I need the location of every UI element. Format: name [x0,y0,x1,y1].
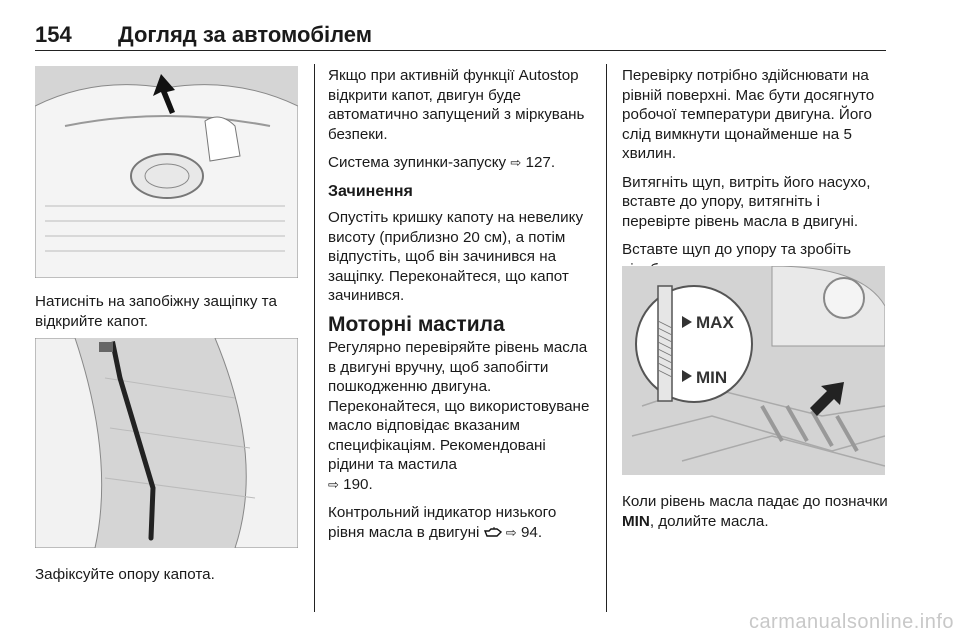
engine-oil-heading: Моторні мастила [328,312,505,336]
column-2-text [328,66,596,551]
max-label: MAX [696,313,734,332]
oil-check-paragraph [328,338,596,494]
caption-hood-release: Натисніть на запобіжну защіпку та відкрийте капот. [35,293,277,330]
closing-paragraph: Опустіть кришку капоту на невелику висоту (приблизно 20 см), а потім відпустіть, щоб він зачинився на защіпку. Переконайтеся, що капот зачинився. [328,209,584,304]
oil-warning-paragraph [328,503,596,542]
caption-hood-stay: Зафіксуйте опору капота. [35,566,215,583]
closing-heading: Зачинення [328,182,413,200]
page-ref-arrow-icon: ⇨ [505,524,517,540]
watermark: carmanualsonline.info [748,611,954,633]
oil-can-icon [484,527,502,538]
half-turn-paragraph: Вставте щуп до упору та зробіть [622,241,851,258]
dipstick-illustration [622,266,885,475]
min-label: MIN [696,368,728,387]
min-mark-bold: MIN [622,512,650,530]
stop-start-text: Система зупинки-запуску [328,154,507,171]
page-number: 154 [35,22,72,47]
fluids-page-ref[interactable]: 190. [343,475,373,493]
column-3-text-top [622,66,890,288]
column-divider-1 [314,64,315,612]
page-ref-arrow-icon: ⇨ [510,155,522,170]
hood-release-illustration [35,66,298,278]
dipstick-paragraph: Витягніть щуп, витріть його насухо, вставте до упору, витягніть і перевірте рівень масла в двигуні. [622,173,871,230]
page-ref-arrow-icon: ⇨ [328,476,339,492]
stop-start-ref-paragraph [328,153,596,173]
top-up-text-end: , долийте масла. [649,512,769,530]
header-divider [35,50,886,51]
page-header [35,22,886,52]
top-up-paragraph [622,492,890,531]
column-3-text-bottom [622,492,890,540]
page-title: Догляд за автомобілем [118,22,373,47]
top-up-text: Коли рівень масла падає до позначки [622,493,888,510]
stop-start-page-ref[interactable]: 127. [525,154,556,171]
oil-indicator-page-ref[interactable]: 94. [520,523,543,541]
level-surface-paragraph: Перевірку потрібно здійснювати на рівній поверхні. Має бути досягнуто робочої температури двигуна. Його слід вимкнути щонайменше на 5 хвилин. [622,67,875,162]
oil-warning-text: Контрольний індикатор низького рівня масла в двигуні [328,504,557,541]
autostop-paragraph: Якщо при активній функції Autostop відкрити капот, двигун буде автоматично запущений з міркувань безпеки. [328,67,585,143]
column-divider-2 [606,64,607,612]
hood-stay-illustration [35,338,298,548]
oil-check-text: Регулярно перевіряйте рівень масла в двигуні вручну, щоб запобігти пошкодженню двигуна. Переконайтеся, що використовуване масло відповідає вказаним специфікаціям. Рекомендовані рідини та мастила [328,339,590,473]
